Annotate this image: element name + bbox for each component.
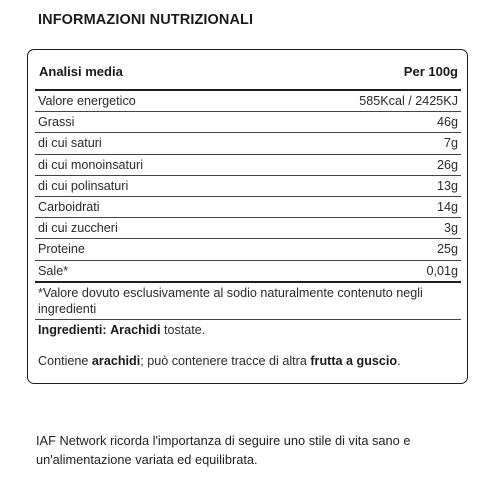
table-row bbox=[35, 133, 461, 154]
footer-text: IAF Network ricorda l'importanza di seguire uno stile di vita sano e un'alimentazione variata ed equilibrata. bbox=[36, 433, 411, 467]
nutrition-panel bbox=[27, 49, 468, 384]
allergen-name: arachidi bbox=[91, 354, 141, 368]
nutrient-value: 3g bbox=[443, 221, 458, 236]
nutrient-label: Proteine bbox=[38, 242, 85, 257]
allergen-suffix: . bbox=[397, 354, 401, 368]
nutrient-label: Grassi bbox=[38, 115, 75, 130]
allergen-middle: ; può contenere tracce di altra bbox=[140, 354, 311, 368]
table-row bbox=[35, 91, 461, 112]
salt-footnote: *Valore dovuto esclusivamente al sodio naturalmente contenuto negli ingredienti bbox=[38, 286, 423, 316]
ingredients-label: Ingredienti: bbox=[38, 323, 107, 337]
nutrient-label: di cui monoinsaturi bbox=[38, 157, 143, 172]
section-heading: INFORMAZIONI NUTRIZIONALI bbox=[38, 12, 254, 28]
nutrient-label: di cui polinsaturi bbox=[38, 178, 129, 193]
ingredients-rest: tostate. bbox=[160, 323, 206, 337]
allergen-prefix: Contiene bbox=[38, 354, 92, 368]
nutrient-label: di cui zuccheri bbox=[38, 221, 118, 236]
nutrient-value: 14g bbox=[436, 199, 458, 214]
allergen-trace: frutta a guscio bbox=[310, 354, 398, 368]
header-per-100g-label: Per 100g bbox=[403, 64, 458, 79]
nutrient-value: 46g bbox=[436, 115, 458, 130]
nutrient-value: 25g bbox=[436, 242, 458, 257]
nutrient-value: 13g bbox=[436, 178, 458, 193]
table-row bbox=[35, 239, 461, 260]
allergen-statement bbox=[38, 354, 459, 368]
table-row bbox=[35, 261, 461, 283]
nutrient-label: Sale* bbox=[38, 263, 69, 278]
table-row bbox=[35, 176, 461, 197]
table-row bbox=[35, 112, 461, 133]
nutrient-value: 26g bbox=[436, 157, 458, 172]
table-row bbox=[35, 155, 461, 176]
nutrient-label: Carboidrati bbox=[38, 199, 100, 214]
ingredients-line bbox=[35, 319, 461, 337]
nutrient-label: di cui saturi bbox=[38, 136, 102, 151]
nutrient-value: 585Kcal / 2425KJ bbox=[359, 94, 458, 108]
nutrient-value: 0,01g bbox=[426, 263, 458, 278]
nutrient-label: Valore energetico bbox=[38, 94, 136, 108]
nutrition-table-header bbox=[39, 64, 458, 84]
nutrition-table bbox=[35, 89, 461, 283]
ingredients-product: Arachidi bbox=[110, 323, 161, 337]
table-row bbox=[35, 197, 461, 218]
table-row bbox=[35, 218, 461, 239]
nutrient-value: 7g bbox=[443, 136, 458, 151]
header-analysis-label: Analisi media bbox=[39, 64, 123, 79]
